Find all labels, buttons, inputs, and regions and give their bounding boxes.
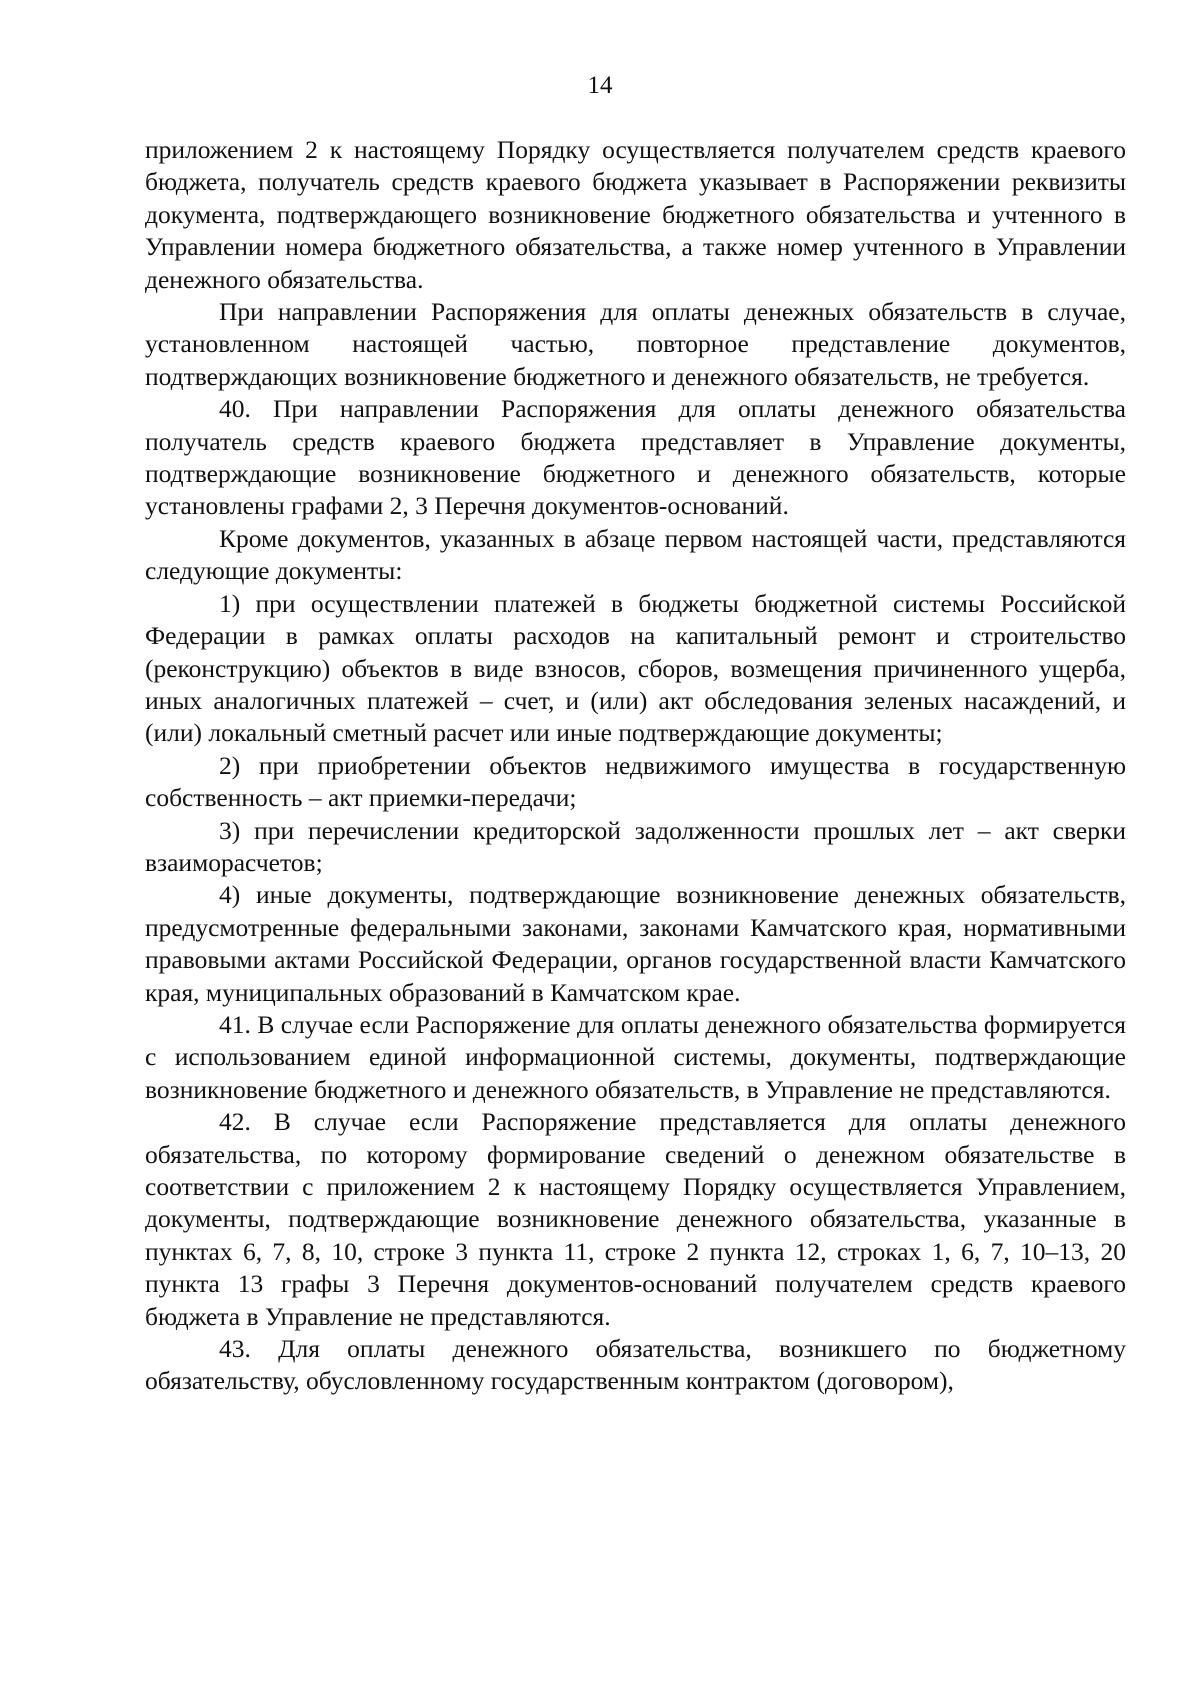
paragraph-repeat-documents: При направлении Распоряжения для оплаты денежных обязательств в случае, установленном настоящей частью, повторное представление документов, подтверждающих возникновение бюджетного и денежного обязательств, не требуется.	[145, 297, 1126, 391]
paragraph-item-41: 41. В случае если Распоряжение для оплаты денежного обязательства формируется с использованием единой информационной системы, документы, подтверждающие возникновение бюджетного и денежного обязательств, в Управление не представляются.	[145, 1009, 1126, 1104]
list-item-1: 1) при осуществлении платежей в бюджеты бюджетной системы Российской Федерации в рамках оплаты расходов на капитальный ремонт и строительство (реконструкцию) объектов в виде взносов, сборов, возмещения причиненного ущерба, иных аналогичных платежей – счет, и (или) акт обследования зеленых насаждений, и (или) локальный сметный расчет или иные подтверждающие документы;	[145, 588, 1126, 748]
list-item-3: 3) при перечислении кредиторской задолженности прошлых лет – акт сверки взаиморасчетов;	[145, 815, 1126, 877]
document-body	[145, 134, 1126, 1398]
paragraph-item-40: 40. При направлении Распоряжения для оплаты денежного обязательства получатель средств краевого бюджета представляет в Управление документы, подтверждающие возникновение бюджетного и денежного обязательств, которые установлены графами 2, 3 Перечня документов-оснований.	[145, 394, 1126, 521]
paragraph-continuation: приложением 2 к настоящему Порядку осуществляется получателем средств краевого бюджета, получатель средств краевого бюджета указывает в Распоряжении реквизиты документа, подтверждающего возникновение бюджетного обязательства и учтенного в Управлении номера бюджетного обязательства, а также номер учтенного в Управлении денежного обязательства.	[145, 135, 1126, 294]
paragraph-item-42: 42. В случае если Распоряжение представляется для оплаты денежного обязательства, по которому формирование сведений о денежном обязательстве в соответствии с приложением 2 к настоящему Порядку осуществляется Управлением, документы, подтверждающие возникновение денежного обязательства, указанные в пунктах 6, 7, 8, 10, строке 3 пункта 11, строке 2 пункта 12, строках 1, 6, 7, 10–13, 20 пункта 13 графы 3 Перечня документов-оснований получателем средств краевого бюджета в Управление не представляются.	[145, 1107, 1126, 1331]
list-item-2: 2) при приобретении объектов недвижимого имущества в государственную собственность – акт приемки-передачи;	[145, 750, 1126, 813]
list-item-4: 4) иные документы, подтверждающие возникновение денежных обязательств, предусмотренные федеральными законами, законами Камчатского края, нормативными правовыми актами Российской Федерации, органов государственной власти Камчатского края, муниципальных образований в Камчатском крае.	[145, 880, 1126, 1007]
page-number: 14	[587, 72, 613, 99]
paragraph-item-43: 43. Для оплаты денежного обязательства, возникшего по бюджетному обязательству, обусловленному государственным контрактом (договором),	[145, 1334, 1126, 1396]
paragraph-additional-documents: Кроме документов, указанных в абзаце первом настоящей части, представляются следующие документы:	[145, 523, 1126, 586]
